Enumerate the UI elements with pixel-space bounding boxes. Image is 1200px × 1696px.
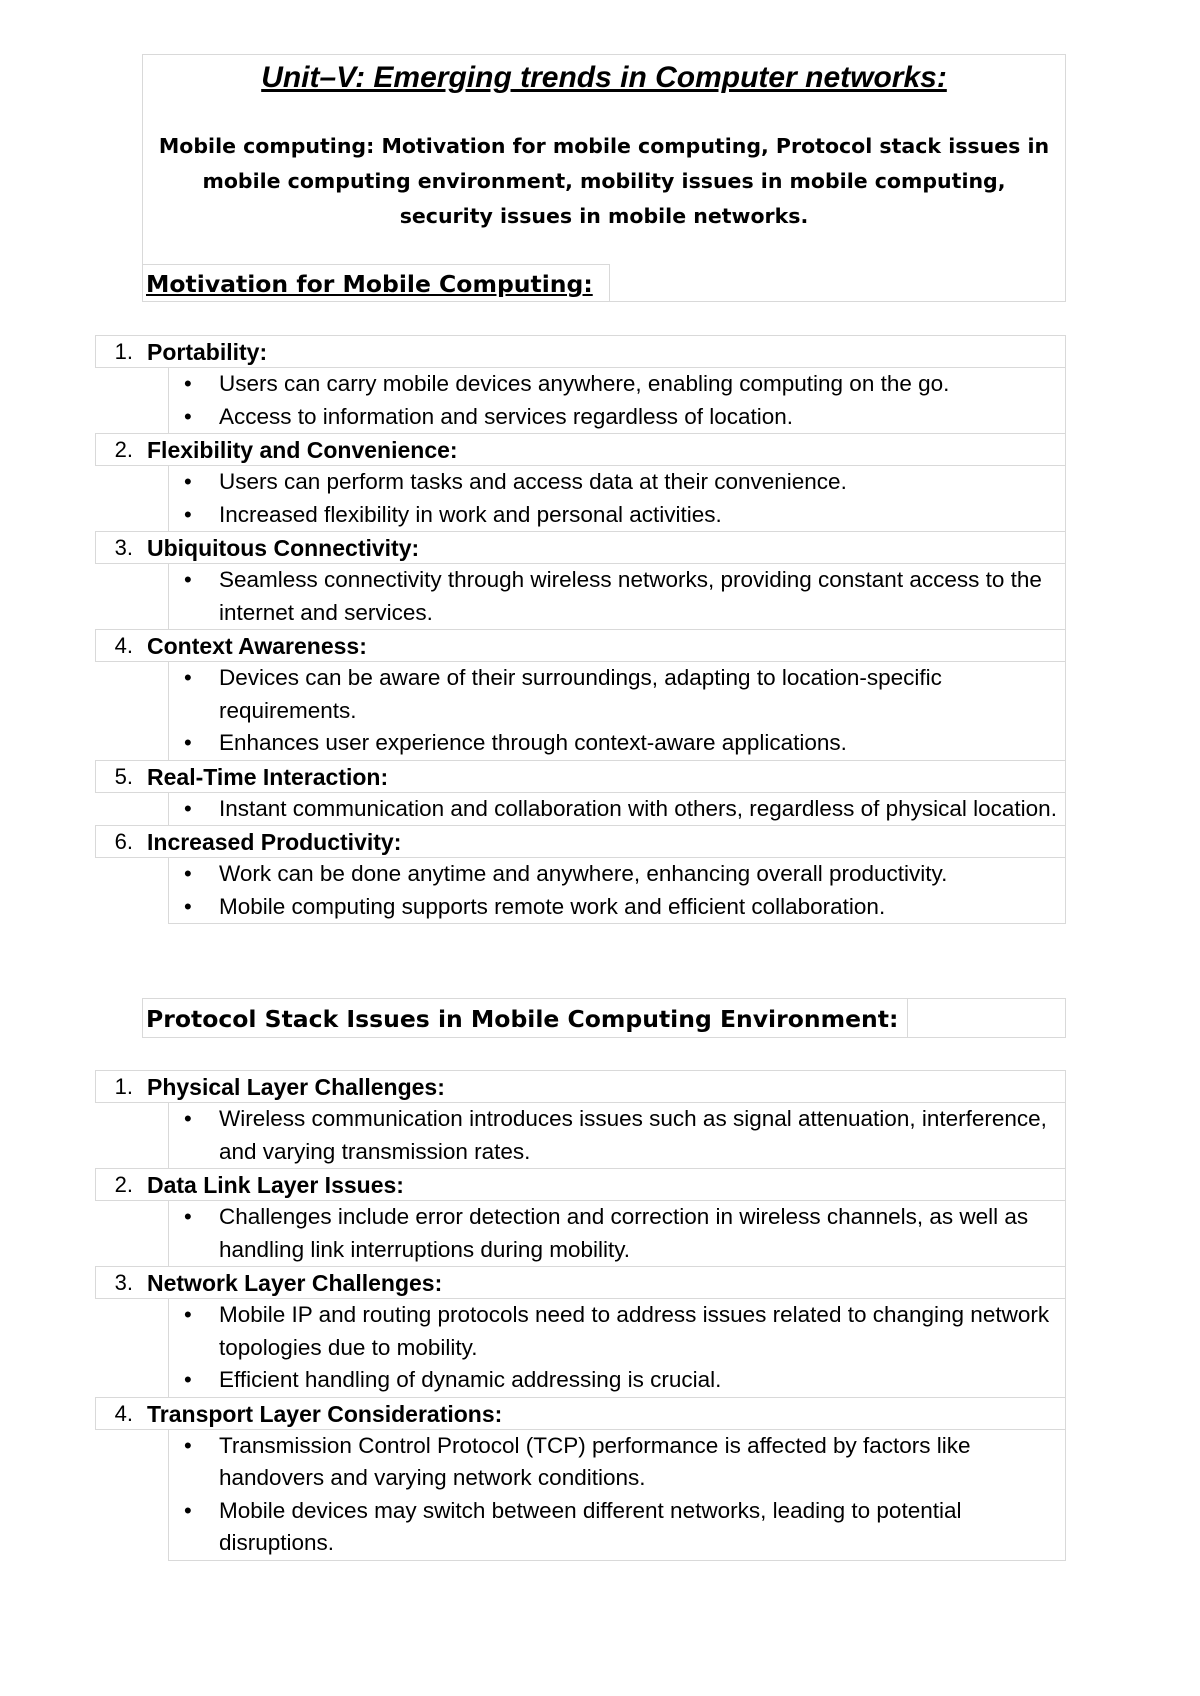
item-title: Physical Layer Challenges: [147,1074,445,1100]
bullet-item [169,499,1065,532]
bullet-list [168,563,1066,630]
item-number: 1. [114,339,133,364]
bullet-item [169,1364,1065,1397]
bullet-item [169,858,1065,891]
bullet-text: Users can carry mobile devices anywhere, enabling computing on the go. [219,371,950,396]
bullet-text: Challenges include error detection and correction in wireless channels, as well as handling link interruptions during mobility. [219,1204,1029,1262]
bullet-text: Wireless communication introduces issues such as signal attenuation, interference, and varying transmission rates. [219,1106,1047,1164]
list-item [95,1266,1066,1299]
bullet-text: Mobile computing supports remote work and efficient collaboration. [219,893,886,919]
bullet-item [169,1201,1065,1266]
section-heading-motivation: Motivation for Mobile Computing: [142,264,610,302]
syllabus-text: Mobile computing: Motivation for mobile computing, Protocol stack issues in mobile computing environment, mobility issues in mobile computing, security issues in mobile networks. [158,134,1050,228]
item-number: 2. [114,1172,133,1197]
bullet-dot-icon: • [184,1497,192,1523]
item-number: 5. [114,763,133,789]
bullet-list [168,792,1066,827]
bullet-list [168,661,1066,761]
bullet-dot-icon: • [184,469,192,494]
item-number: 3. [114,535,133,560]
bullet-text: Users can perform tasks and access data at their convenience. [219,469,847,494]
list-item [95,629,1066,662]
bullet-text: Mobile devices may switch between different networks, leading to potential disruptions. [219,1497,962,1555]
item-title: Network Layer Challenges: [147,1270,443,1296]
bullet-item [169,368,1065,401]
list-item [95,433,1066,466]
item-number: 2. [114,437,133,462]
bullet-dot-icon: • [184,893,192,919]
item-number: 1. [114,1074,133,1099]
bullet-text: Instant communication and collaboration with others, regardless of physical location. [219,795,1057,821]
list-item [95,1070,1066,1103]
bullet-item [169,401,1065,434]
bullet-item [169,891,1065,924]
item-title: Increased Productivity: [147,829,402,855]
item-number: 4. [114,1400,133,1426]
bullet-dot-icon: • [184,1204,192,1229]
bullet-list [168,1102,1066,1169]
list-item [95,825,1066,858]
bullet-list [168,465,1066,532]
list-item [95,1397,1066,1430]
item-number: 4. [114,633,133,658]
bullet-dot-icon: • [184,567,192,592]
page-title: Unit–V: Emerging trends in Computer networks: [261,61,947,94]
item-title: Data Link Layer Issues: [147,1172,404,1198]
bullet-item [169,466,1065,499]
bullet-dot-icon: • [184,795,192,821]
list-item [95,335,1066,368]
bullet-dot-icon: • [184,730,192,755]
bullet-item [169,564,1065,629]
bullet-dot-icon: • [184,501,192,527]
motivation-list [95,336,1066,924]
bullet-text: Seamless connectivity through wireless networks, providing constant access to the internet and services. [219,567,1042,625]
bullet-dot-icon: • [184,1302,192,1327]
bullet-text: Increased flexibility in work and personal activities. [219,501,722,527]
item-title: Flexibility and Convenience: [147,437,458,463]
bullet-item [169,1430,1065,1495]
bullet-dot-icon: • [184,1432,192,1458]
item-number: 3. [114,1270,133,1295]
bullet-item [169,793,1065,826]
bullet-item [169,1103,1065,1168]
item-number: 6. [114,829,133,854]
list-item [95,760,1066,793]
bullet-text: Mobile IP and routing protocols need to address issues related to changing network topologies due to mobility. [219,1302,1050,1360]
bullet-item [169,727,1065,760]
item-title: Ubiquitous Connectivity: [147,535,420,561]
bullet-list [168,1200,1066,1267]
item-title: Context Awareness: [147,633,367,659]
bullet-text: Work can be done anytime and anywhere, enhancing overall productivity. [219,861,948,886]
bullet-item [169,662,1065,727]
item-title: Transport Layer Considerations: [147,1400,503,1427]
bullet-item [169,1495,1065,1560]
bullet-text: Enhances user experience through context-aware applications. [219,730,847,755]
item-title: Real-Time Interaction: [147,763,389,790]
bullet-text: Efficient handling of dynamic addressing is crucial. [219,1367,722,1392]
section-heading-protocol-stack: Protocol Stack Issues in Mobile Computing Environment: [142,998,908,1038]
bullet-dot-icon: • [184,371,192,396]
bullet-text: Transmission Control Protocol (TCP) performance is affected by factors like handovers and varying network conditions. [219,1432,971,1490]
bullet-dot-icon: • [184,1367,192,1392]
bullet-text: Access to information and services regardless of location. [219,403,794,429]
bullet-dot-icon: • [184,1106,192,1131]
bullet-dot-icon: • [184,403,192,429]
bullet-list [168,857,1066,924]
bullet-item [169,1299,1065,1364]
bullet-list [168,367,1066,434]
bullet-dot-icon: • [184,861,192,886]
item-title: Portability: [147,339,268,365]
protocol-stack-list [95,1071,1066,1561]
bullet-list [168,1298,1066,1398]
list-item [95,531,1066,564]
list-item [95,1168,1066,1201]
bullet-list [168,1429,1066,1561]
bullet-dot-icon: • [184,665,192,690]
bullet-text: Devices can be aware of their surroundings, adapting to location-specific requirements. [219,665,942,723]
